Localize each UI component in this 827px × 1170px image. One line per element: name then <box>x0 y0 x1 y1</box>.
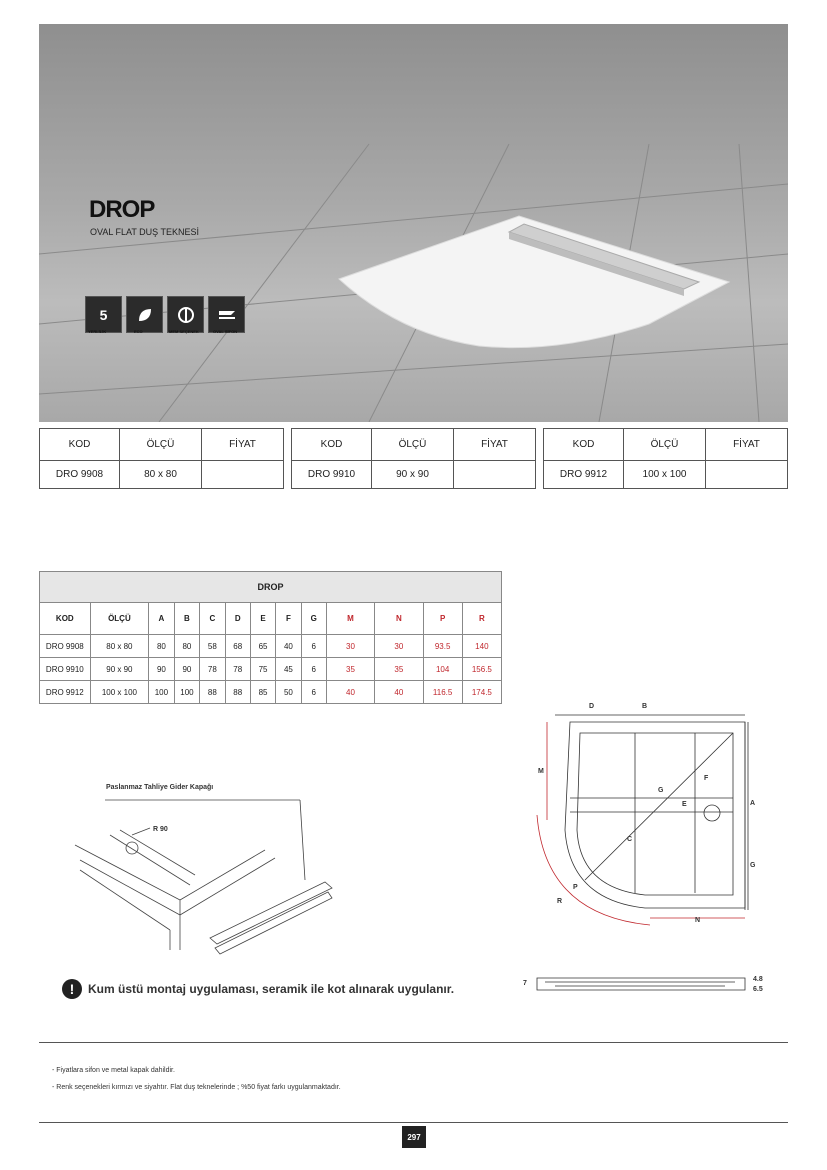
dim-label-c: C <box>627 836 633 843</box>
dim-label-a: A <box>750 800 756 807</box>
dim-cell: 40 <box>375 681 423 704</box>
dim-cell: 78 <box>200 658 225 681</box>
dim-cell: 85 <box>250 681 275 704</box>
table-row <box>40 681 502 704</box>
note-1: - Fiyatlara sifon ve metal kapak dahildir. <box>52 1067 175 1074</box>
dim-cell: 30 <box>375 635 423 658</box>
dim-cell: 65 <box>250 635 275 658</box>
dim-cell: DRO 9912 <box>40 681 91 704</box>
dim-cell: 100 <box>149 681 175 704</box>
product-price <box>706 461 788 489</box>
badge-caption: MEM SEÇENEK <box>169 329 199 334</box>
product-price <box>454 461 536 489</box>
dim-cell: 80 <box>174 635 200 658</box>
drain-detail-drawing <box>70 790 340 960</box>
col-header: KOD <box>292 429 372 461</box>
product-code: DRO 9910 <box>292 461 372 489</box>
col-header: KOD <box>544 429 624 461</box>
dim-label-g: G <box>658 787 664 794</box>
hero-image <box>39 24 788 422</box>
dim-label-d: D <box>589 703 595 710</box>
dim-label-e: E <box>682 801 687 808</box>
dim-cell: 6 <box>301 681 326 704</box>
warning-text: Kum üstü montaj uygulaması, seramik ile kot alınarak uygulanır. <box>88 982 455 996</box>
dim-label-g-side: G <box>750 862 756 869</box>
dim-cell: 116.5 <box>423 681 462 704</box>
dim-cell: 75 <box>250 658 275 681</box>
dim-col-header: A <box>149 603 175 635</box>
warning-icon: ! <box>62 979 82 999</box>
dim-cell: 90 <box>149 658 175 681</box>
table-row <box>40 635 502 658</box>
dim-col-header: P <box>423 603 462 635</box>
dim-cell: 90 x 90 <box>90 658 149 681</box>
drain-icon <box>208 296 245 333</box>
dim-cell: 50 <box>276 681 301 704</box>
dim-label-r: R <box>557 898 563 905</box>
product-code: DRO 9912 <box>544 461 624 489</box>
dim-cell: 58 <box>200 635 225 658</box>
dim-cell: 78 <box>225 658 250 681</box>
dimension-table-title: DROP <box>40 572 502 603</box>
dim-cell: 35 <box>326 658 374 681</box>
product-subtitle: OVAL FLAT DUŞ TEKNESİ <box>90 227 200 237</box>
badge-caption: YERLİLİK <box>88 329 107 334</box>
dim-col-header: F <box>276 603 301 635</box>
badge-caption: ECO <box>134 329 143 334</box>
note-2: - Renk seçenekleri kırmızı ve siyahtır. Flat duş teknelerinde ; %50 fiyat farkı uygulanmaktadır. <box>52 1084 341 1091</box>
col-header: FİYAT <box>706 429 788 461</box>
product-price <box>202 461 284 489</box>
dim-cell: 156.5 <box>462 658 501 681</box>
dim-col-header: N <box>375 603 423 635</box>
dim-cell: 40 <box>326 681 374 704</box>
col-header: KOD <box>40 429 120 461</box>
price-table-3 <box>543 428 788 489</box>
dim-label-b: B <box>642 703 648 710</box>
dim-cell: 6 <box>301 635 326 658</box>
dim-label-p: P <box>573 884 578 891</box>
dim-col-header: R <box>462 603 501 635</box>
table-row <box>40 658 502 681</box>
dim-cell: 140 <box>462 635 501 658</box>
dim-cell: 30 <box>326 635 374 658</box>
col-header: ÖLÇÜ <box>624 429 706 461</box>
product-title: DROP <box>89 196 155 223</box>
side-dim-2: 6.5 <box>753 986 763 993</box>
page-number: 297 <box>402 1126 426 1148</box>
dim-col-header: M <box>326 603 374 635</box>
col-header: FİYAT <box>202 429 284 461</box>
dim-col-header: ÖLÇÜ <box>90 603 149 635</box>
feature-badges <box>85 296 245 333</box>
col-header: ÖLÇÜ <box>372 429 454 461</box>
dim-cell: 80 x 80 <box>90 635 149 658</box>
dim-col-header: G <box>301 603 326 635</box>
side-view-diagram <box>525 972 755 996</box>
dim-cell: 174.5 <box>462 681 501 704</box>
product-code: DRO 9908 <box>40 461 120 489</box>
dim-cell: 45 <box>276 658 301 681</box>
five-year-icon: 5 <box>85 296 122 333</box>
side-dim-left: 7 <box>523 980 527 987</box>
product-size: 80 x 80 <box>120 461 202 489</box>
dim-label-n: N <box>695 917 701 924</box>
divider <box>39 1042 788 1043</box>
dim-cell: 90 <box>174 658 200 681</box>
badge-caption: OVAL SİFON <box>213 329 238 334</box>
dim-cell: DRO 9910 <box>40 658 91 681</box>
detail-caption: Paslanmaz Tahliye Gider Kapağı <box>106 784 214 791</box>
dim-cell: 6 <box>301 658 326 681</box>
dim-col-header: KOD <box>40 603 91 635</box>
dim-cell: 93.5 <box>423 635 462 658</box>
side-dim-1: 4.8 <box>753 976 763 983</box>
dim-cell: 104 <box>423 658 462 681</box>
product-size: 90 x 90 <box>372 461 454 489</box>
price-table-2 <box>291 428 536 489</box>
dim-cell: 100 x 100 <box>90 681 149 704</box>
dim-cell: 88 <box>200 681 225 704</box>
install-warning <box>62 979 454 999</box>
col-header: ÖLÇÜ <box>120 429 202 461</box>
top-view-diagram <box>525 700 785 940</box>
dim-cell: 35 <box>375 658 423 681</box>
dim-col-header: D <box>225 603 250 635</box>
product-size: 100 x 100 <box>624 461 706 489</box>
dim-cell: 68 <box>225 635 250 658</box>
dim-col-header: E <box>250 603 275 635</box>
radius-label: R 90 <box>153 826 168 833</box>
dim-cell: 100 <box>174 681 200 704</box>
anti-slip-icon <box>167 296 204 333</box>
dim-label-m: M <box>538 768 544 775</box>
dim-cell: 88 <box>225 681 250 704</box>
dim-cell: 40 <box>276 635 301 658</box>
dim-cell: 80 <box>149 635 175 658</box>
dim-cell: DRO 9908 <box>40 635 91 658</box>
dim-col-header: C <box>200 603 225 635</box>
eco-leaf-icon <box>126 296 163 333</box>
price-table-1 <box>39 428 284 489</box>
col-header: FİYAT <box>454 429 536 461</box>
dim-col-header: B <box>174 603 200 635</box>
dim-label-f: F <box>704 775 709 782</box>
divider <box>39 1122 788 1123</box>
dimension-table <box>39 571 502 704</box>
